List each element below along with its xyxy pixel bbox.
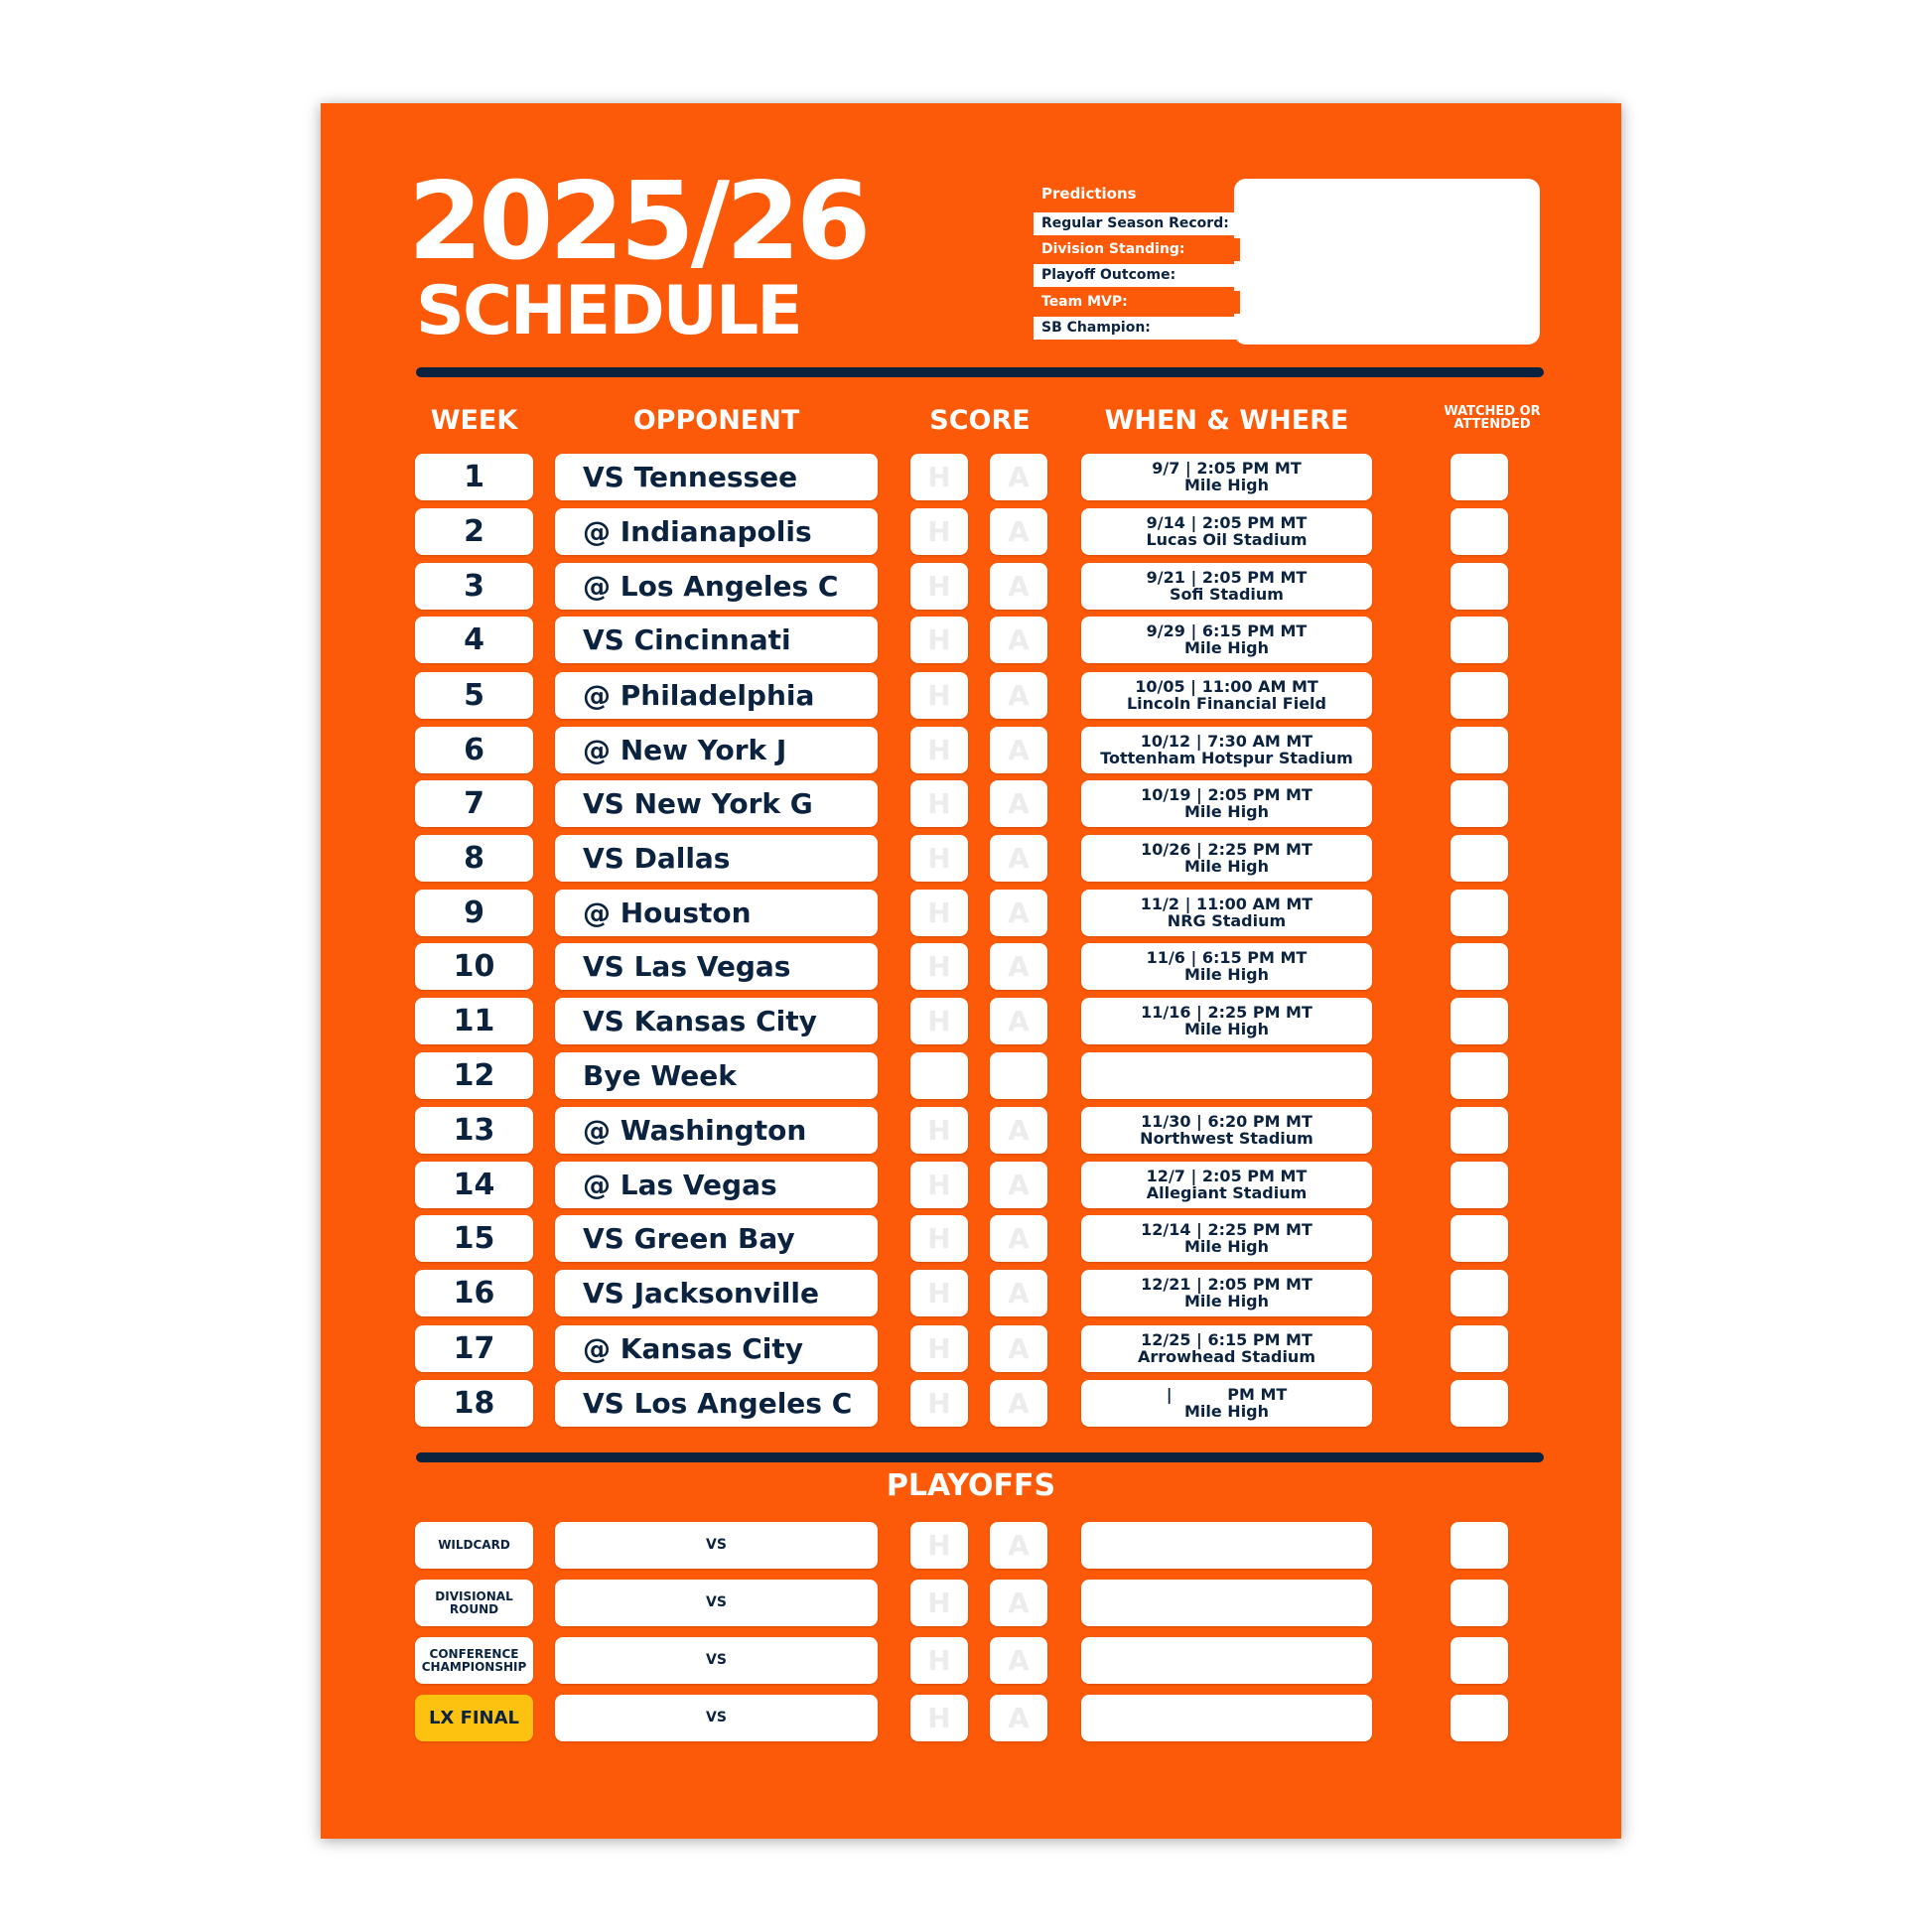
game-venue: Northwest Stadium [1140, 1129, 1313, 1148]
game-venue: NRG Stadium [1167, 911, 1287, 930]
when-where-cell [1081, 672, 1372, 719]
watched-checkbox[interactable] [1450, 1580, 1508, 1626]
away-score-box[interactable]: A [990, 1325, 1047, 1372]
opponent-name: @ Indianapolis [555, 508, 878, 555]
playoff-round-label: CONFERENCE CHAMPIONSHIP [415, 1637, 533, 1684]
game-datetime: 10/19 | 2:05 PM MT [1141, 785, 1312, 804]
playoff-opponent-field[interactable]: VS [555, 1522, 878, 1569]
away-score-box[interactable]: A [990, 943, 1047, 990]
game-venue: Mile High [1183, 476, 1270, 494]
game-venue: Mile High [1183, 965, 1270, 984]
when-where-cell [1081, 1380, 1372, 1427]
when-where-cell [1081, 454, 1372, 500]
watched-checkbox[interactable] [1450, 1215, 1508, 1262]
away-score-box[interactable]: A [990, 508, 1047, 555]
game-venue: Allegiant Stadium [1146, 1183, 1308, 1202]
opponent-name: VS Green Bay [555, 1215, 878, 1262]
playoff-round-label: LX FINAL [415, 1695, 533, 1741]
predictions-input-box[interactable] [1234, 179, 1540, 345]
week-number: 11 [415, 998, 533, 1044]
game-datetime: 9/21 | 2:05 PM MT [1146, 568, 1308, 587]
away-score-box[interactable]: A [990, 780, 1047, 827]
game-datetime: 11/6 | 6:15 PM MT [1146, 948, 1308, 967]
game-datetime: 9/14 | 2:05 PM MT [1146, 513, 1308, 532]
away-score-box[interactable]: A [990, 835, 1047, 882]
opponent-name: VS Kansas City [555, 998, 878, 1044]
week-number: 7 [415, 780, 533, 827]
game-datetime: 11/16 | 2:25 PM MT [1141, 1003, 1312, 1022]
home-score-box[interactable]: H [910, 672, 968, 719]
home-score-box[interactable]: H [910, 1107, 968, 1154]
away-score-box[interactable]: A [990, 1580, 1047, 1626]
game-venue: Tottenham Hotspur Stadium [1100, 749, 1353, 767]
playoff-opponent-field[interactable]: VS [555, 1695, 878, 1741]
week-number: 17 [415, 1325, 533, 1372]
opponent-name: VS Cincinnati [555, 617, 878, 663]
watched-checkbox[interactable] [1450, 1325, 1508, 1372]
prediction-label-sb-champion: SB Champion: [1034, 317, 1240, 340]
playoffs-title: PLAYOFFS [886, 1468, 1056, 1503]
header-week: WEEK [430, 405, 518, 436]
game-venue: Lucas Oil Stadium [1146, 530, 1308, 549]
watched-checkbox[interactable] [1450, 835, 1508, 882]
when-where-cell [1081, 727, 1372, 773]
away-score-box[interactable]: A [990, 563, 1047, 610]
game-datetime: 10/12 | 7:30 AM MT [1140, 732, 1313, 751]
home-score-box[interactable] [910, 1052, 968, 1099]
home-score-box[interactable]: H [910, 1215, 968, 1262]
when-where-cell [1081, 617, 1372, 663]
home-score-box[interactable]: H [910, 1162, 968, 1208]
playoff-round-label: WILDCARD [415, 1522, 533, 1569]
watched-checkbox[interactable] [1450, 1052, 1508, 1099]
watched-checkbox[interactable] [1450, 1637, 1508, 1684]
when-where-cell [1081, 890, 1372, 936]
home-score-box[interactable]: H [910, 780, 968, 827]
week-number: 9 [415, 890, 533, 936]
week-number: 18 [415, 1380, 533, 1427]
top-divider [416, 367, 1544, 377]
opponent-name: @ Washington [555, 1107, 878, 1154]
schedule-sheet [321, 103, 1621, 1839]
week-number: 14 [415, 1162, 533, 1208]
when-where-cell [1081, 1215, 1372, 1262]
header-score: SCORE [929, 405, 1031, 436]
game-datetime: 10/05 | 11:00 AM MT [1135, 677, 1318, 696]
game-venue: Mile High [1183, 1292, 1270, 1311]
when-where-cell [1081, 835, 1372, 882]
title-year: 2025/26 [408, 160, 868, 284]
home-score-box[interactable]: H [910, 1637, 968, 1684]
opponent-name: VS New York G [555, 780, 878, 827]
week-number: 6 [415, 727, 533, 773]
home-score-box[interactable]: H [910, 1580, 968, 1626]
away-score-box[interactable]: A [990, 1215, 1047, 1262]
opponent-name: @ New York J [555, 727, 878, 773]
game-venue: Mile High [1183, 1237, 1270, 1256]
when-where-cell [1081, 1325, 1372, 1372]
playoff-opponent-field[interactable]: VS [555, 1637, 878, 1684]
watched-checkbox[interactable] [1450, 1162, 1508, 1208]
header-watched: WATCHED OR ATTENDED [1444, 404, 1541, 432]
when-where-cell [1081, 1162, 1372, 1208]
header-when-where: WHEN & WHERE [1104, 405, 1349, 436]
opponent-name: VS Las Vegas [555, 943, 878, 990]
week-number: 16 [415, 1270, 533, 1316]
watched-checkbox[interactable] [1450, 780, 1508, 827]
home-score-box[interactable]: H [910, 1380, 968, 1427]
week-number: 5 [415, 672, 533, 719]
predictions-heading: Predictions [1041, 185, 1137, 203]
playoff-round-label: DIVISIONAL ROUND [415, 1580, 533, 1626]
game-datetime: 11/30 | 6:20 PM MT [1141, 1112, 1312, 1131]
when-where-cell [1081, 780, 1372, 827]
week-number: 8 [415, 835, 533, 882]
opponent-name: VS Jacksonville [555, 1270, 878, 1316]
game-datetime: 9/7 | 2:05 PM MT [1152, 459, 1302, 478]
game-venue: Mile High [1183, 1020, 1270, 1038]
opponent-name: VS Dallas [555, 835, 878, 882]
opponent-name: @ Los Angeles C [555, 563, 878, 610]
opponent-name: @ Philadelphia [555, 672, 878, 719]
week-number: 2 [415, 508, 533, 555]
watched-checkbox[interactable] [1450, 672, 1508, 719]
home-score-box[interactable]: H [910, 1522, 968, 1569]
watched-checkbox[interactable] [1450, 454, 1508, 500]
away-score-box[interactable]: A [990, 1107, 1047, 1154]
opponent-name: @ Las Vegas [555, 1162, 878, 1208]
away-score-box[interactable]: A [990, 672, 1047, 719]
prediction-label-mvp: Team MVP: [1034, 291, 1240, 314]
away-score-box[interactable]: A [990, 1637, 1047, 1684]
watched-checkbox[interactable] [1450, 1107, 1508, 1154]
home-score-box[interactable]: H [910, 890, 968, 936]
game-venue: Arrowhead Stadium [1138, 1347, 1315, 1366]
when-where-cell[interactable] [1081, 1637, 1372, 1684]
watched-checkbox[interactable] [1450, 943, 1508, 990]
game-datetime: | PM MT [1166, 1385, 1288, 1404]
home-score-box[interactable]: H [910, 617, 968, 663]
home-score-box[interactable]: H [910, 563, 968, 610]
week-number: 15 [415, 1215, 533, 1262]
home-score-box[interactable]: H [910, 508, 968, 555]
game-datetime: 12/7 | 2:05 PM MT [1146, 1167, 1308, 1185]
game-datetime: 12/21 | 2:05 PM MT [1141, 1275, 1312, 1294]
away-score-box[interactable]: A [990, 727, 1047, 773]
home-score-box[interactable]: H [910, 727, 968, 773]
watched-checkbox[interactable] [1450, 890, 1508, 936]
watched-checkbox[interactable] [1450, 998, 1508, 1044]
home-score-box[interactable]: H [910, 1270, 968, 1316]
home-score-box[interactable]: H [910, 943, 968, 990]
away-score-box[interactable]: A [990, 1380, 1047, 1427]
away-score-box[interactable]: A [990, 1162, 1047, 1208]
game-venue: Mile High [1183, 638, 1270, 657]
when-where-cell [1081, 563, 1372, 610]
home-score-box[interactable]: H [910, 1695, 968, 1741]
week-number: 13 [415, 1107, 533, 1154]
game-datetime: 12/14 | 2:25 PM MT [1141, 1220, 1312, 1239]
title-schedule: SCHEDULE [416, 272, 801, 350]
week-number: 4 [415, 617, 533, 663]
when-where-cell [1081, 943, 1372, 990]
game-venue: Sofi Stadium [1170, 585, 1284, 604]
watched-checkbox[interactable] [1450, 727, 1508, 773]
opponent-name: VS Tennessee [555, 454, 878, 500]
game-venue: Mile High [1183, 802, 1270, 821]
when-where-cell[interactable] [1081, 1580, 1372, 1626]
game-datetime: 9/29 | 6:15 PM MT [1146, 621, 1308, 640]
away-score-box[interactable]: A [990, 890, 1047, 936]
game-datetime: 11/2 | 11:00 AM MT [1140, 895, 1313, 913]
home-score-box[interactable]: H [910, 998, 968, 1044]
when-where-cell [1081, 998, 1372, 1044]
week-number: 1 [415, 454, 533, 500]
game-datetime: 12/25 | 6:15 PM MT [1141, 1330, 1312, 1349]
prediction-label-division: Division Standing: [1034, 238, 1240, 261]
away-score-box[interactable]: A [990, 1270, 1047, 1316]
prediction-label-playoff: Playoff Outcome: [1034, 264, 1240, 287]
when-where-cell[interactable] [1081, 1695, 1372, 1741]
away-score-box[interactable]: A [990, 454, 1047, 500]
home-score-box[interactable]: H [910, 1325, 968, 1372]
opponent-name: @ Houston [555, 890, 878, 936]
game-venue: Mile High [1183, 857, 1270, 876]
game-datetime: 10/26 | 2:25 PM MT [1141, 840, 1312, 859]
away-score-box[interactable]: A [990, 617, 1047, 663]
when-where-cell[interactable] [1081, 1522, 1372, 1569]
watched-checkbox[interactable] [1450, 563, 1508, 610]
away-score-box[interactable]: A [990, 1522, 1047, 1569]
header-opponent: OPPONENT [632, 405, 800, 436]
away-score-box[interactable] [990, 1052, 1047, 1099]
when-where-cell [1081, 1107, 1372, 1154]
playoffs-divider [416, 1452, 1544, 1462]
opponent-name: VS Los Angeles C [555, 1380, 878, 1427]
game-venue: Mile High [1183, 1402, 1270, 1421]
watched-checkbox[interactable] [1450, 1695, 1508, 1741]
watched-checkbox[interactable] [1450, 1270, 1508, 1316]
watched-checkbox[interactable] [1450, 1522, 1508, 1569]
playoff-opponent-field[interactable]: VS [555, 1580, 878, 1626]
away-score-box[interactable]: A [990, 1695, 1047, 1741]
watched-checkbox[interactable] [1450, 508, 1508, 555]
watched-checkbox[interactable] [1450, 1380, 1508, 1427]
opponent-name: Bye Week [555, 1052, 878, 1099]
week-number: 3 [415, 563, 533, 610]
when-where-cell [1081, 1270, 1372, 1316]
home-score-box[interactable]: H [910, 835, 968, 882]
watched-checkbox[interactable] [1450, 617, 1508, 663]
when-where-cell [1081, 1052, 1372, 1099]
when-where-cell [1081, 508, 1372, 555]
prediction-label-record: Regular Season Record: [1034, 212, 1240, 235]
home-score-box[interactable]: H [910, 454, 968, 500]
opponent-name: @ Kansas City [555, 1325, 878, 1372]
game-venue: Lincoln Financial Field [1126, 694, 1326, 713]
away-score-box[interactable]: A [990, 998, 1047, 1044]
week-number: 10 [415, 943, 533, 990]
week-number: 12 [415, 1052, 533, 1099]
